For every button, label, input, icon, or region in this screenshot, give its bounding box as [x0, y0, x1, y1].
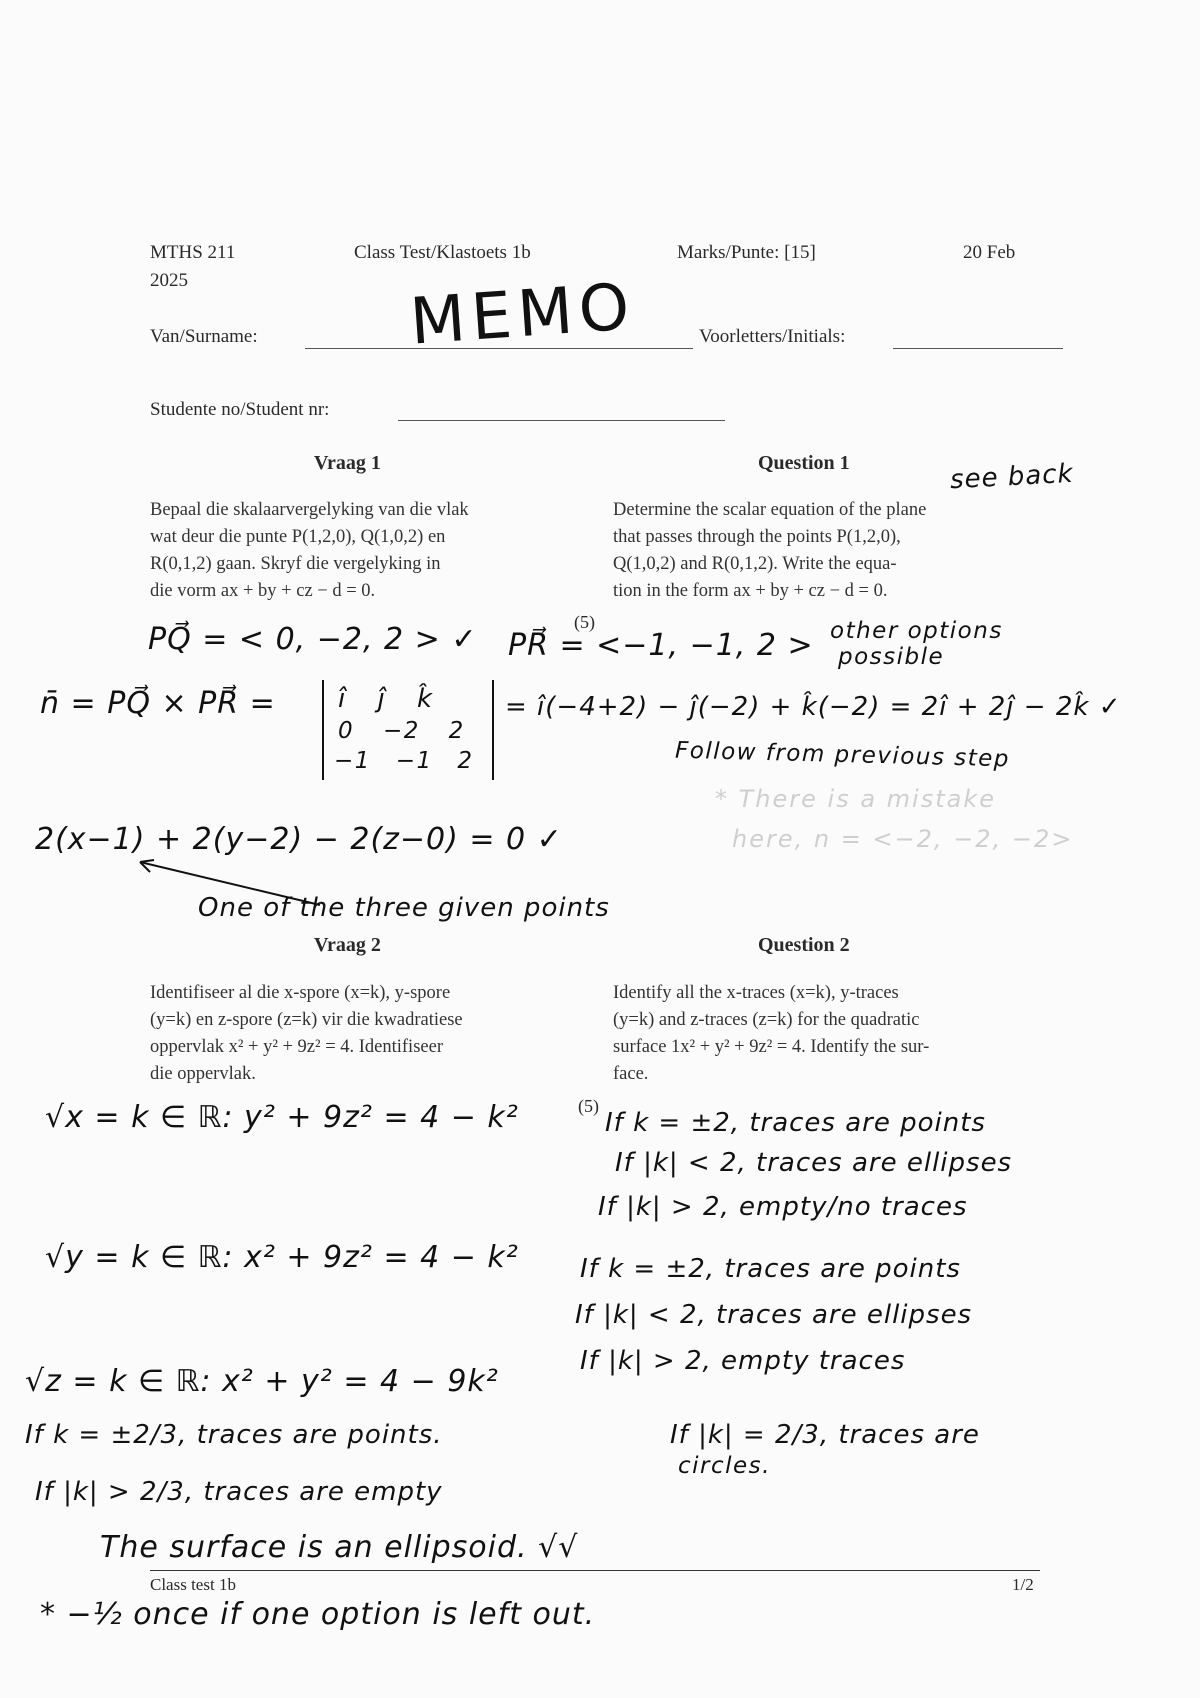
- q2-y-case: If |k| > 2, empty traces: [580, 1346, 906, 1376]
- q1-possible: possible: [838, 644, 945, 670]
- q2-en-line: surface 1x² + y² + 9z² = 4. Identify the sur-: [613, 1037, 930, 1057]
- q1-af-line: Bepaal die skalaarvergelyking van die vlak: [150, 500, 469, 520]
- q1-en-line: that passes through the points P(1,2,0),: [613, 527, 901, 547]
- q1-af-line: R(0,1,2) gaan. Skryf die vergelyking in: [150, 554, 441, 574]
- test-date: 20 Feb: [963, 242, 1016, 263]
- page-number: 1/2: [1012, 1575, 1034, 1594]
- q2-x-case: If k = ±2, traces are points: [605, 1108, 986, 1138]
- q1-faint-note: here, n = <−2, −2, −2>: [732, 825, 1074, 853]
- see-back-note: see back: [949, 458, 1075, 496]
- q2-af-title: Vraag 2: [314, 934, 381, 956]
- q1-faint-note: * There is a mistake: [715, 785, 996, 813]
- course-year: 2025: [150, 270, 188, 291]
- q1-points-note: One of the three given points: [198, 893, 610, 923]
- q2-en-text: [613, 980, 1033, 1088]
- initials-line: [893, 348, 1063, 349]
- footer-line: [150, 1570, 1040, 1571]
- q1-af-title: Vraag 1: [314, 452, 381, 474]
- student-no-line: [398, 420, 725, 421]
- q2-af-line: die oppervlak.: [150, 1064, 256, 1084]
- q1-follow-note: Follow from previous step: [674, 737, 1011, 773]
- q2-x-case: If |k| > 2, empty/no traces: [598, 1192, 968, 1222]
- q1-en-title: Question 1: [758, 452, 850, 474]
- test-title: Class Test/Klastoets 1b: [354, 242, 531, 263]
- q2-surface-answer: The surface is an ellipsoid. √√: [100, 1530, 579, 1565]
- q2-x-traces-equation: √x = k ∈ ℝ: y² + 9z² = 4 − k²: [45, 1100, 519, 1135]
- q2-z-case: If k = ±2/3, traces are points.: [25, 1420, 443, 1450]
- surname-label: Van/Surname:: [150, 326, 258, 347]
- q2-af-line: oppervlak x² + y² + 9z² = 4. Identifiseer: [150, 1037, 443, 1057]
- q2-marks: (5): [578, 1096, 599, 1116]
- q2-z-case: If |k| = 2/3, traces are: [670, 1420, 980, 1450]
- q2-af-line: Identifiseer al die x-spore (x=k), y-spore: [150, 983, 451, 1003]
- footer-left: Class test 1b: [150, 1575, 236, 1594]
- q1-pq-vector: PQ⃗ = < 0, −2, 2 > ✓: [148, 622, 478, 657]
- q2-z-case: circles.: [678, 1453, 771, 1479]
- q2-af-text: [150, 980, 570, 1088]
- q2-en-title: Question 2: [758, 934, 850, 956]
- initials-label: Voorletters/Initials:: [699, 326, 846, 347]
- q1-pr-vector: PR⃗ = <−1, −1, 2 >: [508, 628, 814, 663]
- q1-en-line: Determine the scalar equation of the plane: [613, 500, 927, 520]
- student-no-label: Studente no/Student nr:: [150, 399, 330, 420]
- q1-af-line: die vorm ax + by + cz − d = 0.: [150, 581, 376, 601]
- q1-det-row: 0 −2 2: [338, 718, 465, 744]
- q1-normal-lhs: n̄ = PQ⃗ × PR⃗ =: [40, 686, 276, 721]
- q1-cross-product: = î(−4+2) − ĵ(−2) + k̂(−2) = 2î + 2ĵ − 2k̂ ✓: [505, 692, 1122, 722]
- q1-marks: (5): [574, 612, 595, 632]
- q1-determinant: [322, 680, 494, 780]
- q2-en-line: (y=k) and z-traces (z=k) for the quadratic: [613, 1010, 920, 1030]
- q1-other-options: other options: [830, 618, 1003, 644]
- q1-det-row: −1 −1 2: [334, 748, 474, 774]
- q2-z-traces-equation: √z = k ∈ ℝ: x² + y² = 4 − 9k²: [25, 1364, 499, 1399]
- q2-y-case: If |k| < 2, traces are ellipses: [575, 1300, 973, 1330]
- q1-en-line: Q(1,0,2) and R(0,1,2). Write the equa-: [613, 554, 897, 574]
- q2-x-case: If |k| < 2, traces are ellipses: [615, 1148, 1013, 1178]
- footer-deduction-note: * −½ once if one option is left out.: [40, 1597, 596, 1632]
- q1-af-text: [150, 497, 570, 605]
- q2-en-line: Identify all the x-traces (x=k), y-traces: [613, 983, 899, 1003]
- q1-scalar-equation: 2(x−1) + 2(y−2) − 2(z−0) = 0 ✓: [35, 822, 563, 857]
- marks-total: Marks/Punte: [15]: [677, 242, 816, 263]
- q2-en-line: face.: [613, 1064, 649, 1084]
- q2-y-traces-equation: √y = k ∈ ℝ: x² + 9z² = 4 − k²: [45, 1240, 519, 1275]
- q1-en-line: tion in the form ax + by + cz − d = 0.: [613, 581, 888, 601]
- surname-value: MEMO: [407, 270, 638, 360]
- q2-z-case: If |k| > 2/3, traces are empty: [35, 1477, 443, 1507]
- q1-det-row: î ĵ k̂: [338, 684, 434, 714]
- q1-af-line: wat deur die punte P(1,2,0), Q(1,0,2) en: [150, 527, 446, 547]
- q2-af-line: (y=k) en z-spore (z=k) vir die kwadratiese: [150, 1010, 463, 1030]
- q2-y-case: If k = ±2, traces are points: [580, 1254, 961, 1284]
- course-code: MTHS 211: [150, 242, 236, 263]
- q1-en-text: [613, 497, 1033, 605]
